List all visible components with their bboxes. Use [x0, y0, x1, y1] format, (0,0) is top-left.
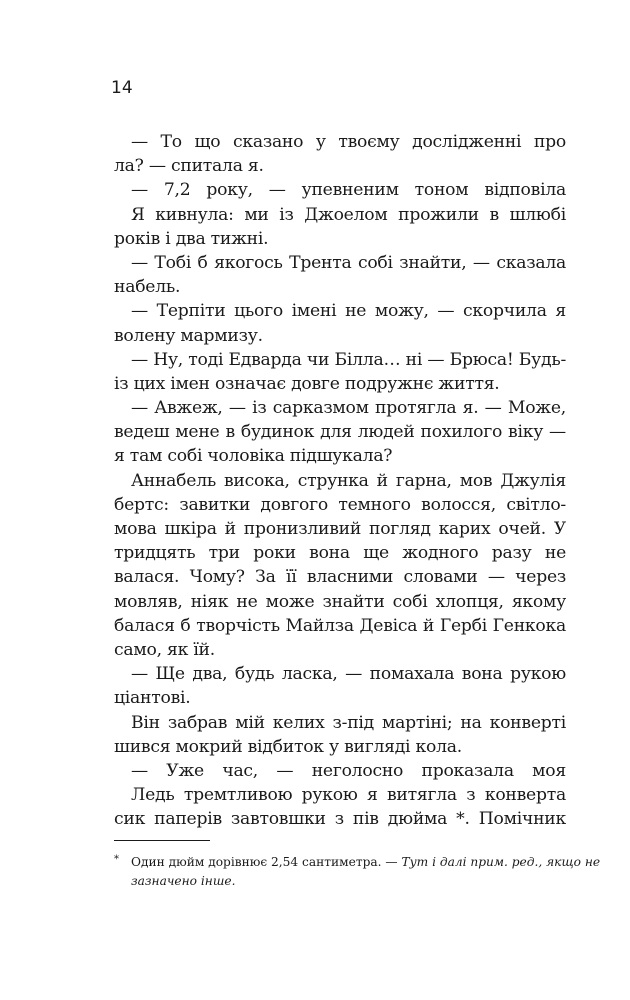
- footnote-marker: *: [114, 854, 119, 865]
- text-line: років і два тижні.: [114, 228, 269, 249]
- text-line: валася. Чому? За її власними словами — через: [114, 567, 566, 588]
- text-line: мовляв, ніяк не може знайти собі хлопця, якому: [114, 591, 566, 612]
- text-line: тридцять три роки вона ще жодного разу не: [114, 543, 566, 564]
- text-line: балася б творчість Майлза Девіса й Гербі Генкока: [114, 615, 566, 636]
- text-line: само, як їй.: [114, 639, 215, 660]
- text-line: Я кивнула: ми із Джоелом прожили в шлюбі: [131, 204, 566, 225]
- footnote: [114, 853, 601, 891]
- text-line: ведеш мене в будинок для людей похилого віку —: [114, 422, 566, 443]
- text-line: — Ще два, будь ласка, — помахала вона рукою: [131, 664, 566, 685]
- text-line: — То що сказано у твоєму дослідженні про: [131, 132, 566, 152]
- text-line: волену мармизу.: [114, 325, 263, 346]
- text-line: набель.: [114, 277, 181, 298]
- text-line: мова шкіра й пронизливий погляд карих очей. У: [114, 519, 566, 539]
- text-line: Він забрав мій келих з-під мартіні; на конверті: [131, 712, 566, 733]
- text-line: — Ну, тоді Едварда чи Білла… ні — Брюса! Будь-: [131, 349, 566, 370]
- text-line: — Тобі б якогось Трента собі знайти, — сказала: [131, 252, 566, 273]
- text-line: ла? — спитала я.: [114, 156, 264, 177]
- text-line: шився мокрий відбиток у вигляді кола.: [114, 736, 462, 757]
- text-line: із цих імен означає довге подружнє життя.: [114, 373, 500, 394]
- footnote-italic-text: Тут і далі прим. ред., якщо не: [401, 855, 601, 869]
- text-line: сик паперів завтовшки з пів дюйма *. Помічник: [114, 809, 566, 830]
- text-line: ціантові.: [114, 688, 191, 709]
- text-line: — 7,2 року, — упевненим тоном відповіла: [131, 180, 566, 201]
- text-line: я там собі чоловіка підшукала?: [114, 446, 393, 467]
- footnote-text: Один дюйм дорівнює 2,54 сантиметра. —: [131, 855, 402, 869]
- text-line: Аннабель висока, струнка й гарна, мов Джулія: [131, 470, 566, 491]
- page-number: 14: [111, 78, 133, 98]
- footnote-italic-line: зазначено інше.: [131, 874, 236, 888]
- text-line: — Авжеж, — із сарказмом протягла я. — Може,: [131, 398, 566, 419]
- footnote-line: [114, 853, 601, 872]
- text-line: — Уже час, — неголосно проказала моя: [131, 760, 566, 781]
- footnote-divider: [114, 840, 210, 841]
- text-line: бертс: завитки довгого темного волосся, світло-: [114, 494, 566, 515]
- text-line: — Терпіти цього імені не можу, — скорчила я: [131, 301, 566, 322]
- text-line: Ледь тремтливою рукою я витягла з конверта: [131, 785, 566, 806]
- body-text: [114, 130, 566, 831]
